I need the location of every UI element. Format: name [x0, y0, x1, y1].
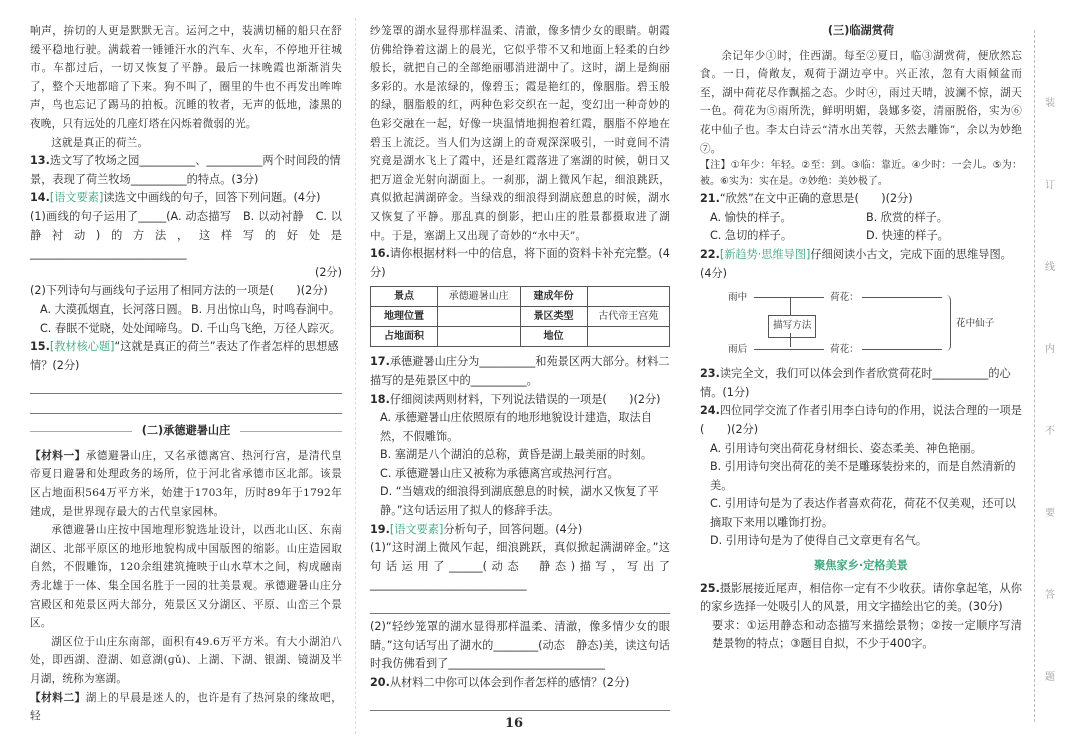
section-3-title: (三)临湖赏荷: [827, 24, 895, 37]
section-4-title: 聚焦家乡·定格美景: [814, 559, 908, 573]
answer-line[interactable]: [370, 598, 670, 614]
binding-char: 线: [1045, 261, 1055, 273]
card-header: 地位: [520, 327, 587, 347]
binding-char: 订: [1045, 179, 1055, 191]
question-19-sub2: (2)“轻纱笼罩的湖水显得那样温柔、清澈，像多情少女的眼睛。”这句话写出了湖水的________(动态 静态)美，读这句话时我仿佛看到了____________________________: [370, 620, 670, 671]
card-header: 建成年份: [520, 287, 587, 307]
binding-char: 不: [1045, 425, 1055, 437]
question-14-sub2: (2)下列诗句与画线句子运用了相同方法的一项是( )(2分): [30, 284, 328, 298]
section-2-title: (二)承德避暑山庄: [30, 422, 342, 441]
binding-char: 要: [1045, 507, 1055, 519]
binding-line: [1034, 30, 1035, 722]
question-18: 18.仔细阅读两则材料，下列说法错误的一项是( )(2分): [370, 392, 661, 406]
page-number: 16: [505, 716, 524, 731]
mindmap-bracket: [946, 295, 951, 351]
binding-char: 题: [1045, 671, 1055, 683]
question-14-options-row1: [30, 301, 342, 320]
card-blank[interactable]: [438, 327, 521, 347]
mindmap-connector: [754, 349, 824, 350]
info-card-table: [370, 286, 670, 347]
annotation-note: 【注】①年少：年轻。②至：到。③临：靠近。④少时：一会儿。⑤为：被。⑥实为：实在是。⑦妙绝：美妙极了。: [700, 160, 1022, 188]
option-b[interactable]: B. 引用诗句突出荷花的美不是雕琢装扮来的，而是自然清新的美。: [710, 460, 1016, 492]
classical-text: 余记年少①时，住西湖。每至②夏日，临③湖赏荷，便欣然忘食。一日，倚敞友，观荷于湖边亭中。兴正浓，忽有大雨倾盆而至，湖中荷花尽作飘摇之态。少时④，雨过天晴，波澜不惊，湖天一色。荷花为⑤雨所洗，鲜明明媚，袅娜多姿，清丽脱俗，实为⑥花中仙子也。李太白诗云“清水出芙蓉，天然去雕饰”，余以为妙绝⑦。: [700, 49, 1022, 155]
mindmap-node-lotus-1: 荷花：: [830, 292, 859, 304]
card-blank[interactable]: [438, 307, 521, 327]
mindmap-node-lotus-2: 荷花：: [830, 344, 859, 356]
column-middle: [370, 22, 670, 715]
mindmap-node-result: 花中仙子: [956, 318, 995, 330]
card-value: 承德避暑山庄: [438, 287, 521, 307]
mindmap-connector: [790, 333, 791, 347]
mindmap-node-method: 描写方法: [768, 315, 816, 338]
column-right: [700, 22, 1022, 654]
binding-notice: [1040, 60, 1060, 716]
material-2-text: 纱笼罩的湖水显得那样温柔、清澈，像多情少女的眼睛。朝霞仿佛给铮着这湖上的晨光，它似乎带不又和地面上轻柔的白纱般长，就把自己的全部绝丽哪消进湖中了。这时，湖上是絢丽多彩的。水是浓绿的，像碧玉；霞是艳红的，像胭脂。碧玉般的绿，胭脂般的红，两种色彩交织在一起，变幻出一种奇妙的色彩交融在一起，好像一块温情地拥抱着红霞，胭脂不停地在碧玉上流泛。当人们为这湖上的奇观深深吸引，一时竟间不清究竟是湖水飞上了霞中，还是红霞落进了塞湖的时候，朝日又把万道金光射向湖面上。一刹那，湖上微风乍起，细浪跳跃，真似掀起满湖碎金。当绿戏的细浪得到湖底憩息的时候，湖水又恢复了平静。那乱真的倒影，把山庄的胜景都摄取进了湖中。于是，塞湖上又出现了奇妙的“水中天”。: [370, 25, 670, 242]
option-d[interactable]: D. 引用诗句是为了使得自己文章更有名气。: [710, 534, 928, 548]
mind-map: [706, 287, 1006, 359]
mindmap-node-after-rain: 雨后: [728, 344, 748, 356]
question-19-sub1: (1)“这时湖上微风乍起，细浪跳跃，真似掀起满湖碎金。”这句话运用了______(动态 静态)描写，写出了____________________________: [370, 541, 670, 592]
material-1-para2: 承德避暑山庄按中国地理形貌选址设计，以西北山区、东南湖区、北部平原区的地形地貌构成中国版图的缩影。山庄造园取自然，不假雕饰，120余组建筑掩映于山水草木之间，构成融南秀北雄于一体、集全国名胜于一园的壮美景观。承德避暑山庄分宫殿区和苑景区两大部分，苑景区又分湖区、平原、山峦三个景区。: [30, 524, 342, 630]
card-blank[interactable]: [587, 287, 670, 307]
option-b[interactable]: B. 欣赏的样子。: [866, 210, 948, 224]
question-14: 14.[语文要素]读选文中画线的句子，回答下列问题。(4分): [30, 191, 321, 205]
answer-line[interactable]: [370, 695, 670, 711]
option-d[interactable]: D. 快速的样子。: [866, 229, 949, 243]
column-divider: [355, 18, 356, 734]
question-23: 23.读完全文，我们可以体会到作者欣赏荷花时__________的心情。(1分): [700, 367, 1011, 399]
option-a[interactable]: A. 承德避暑山庄依照原有的地形地貌设计建造，取法自然，不假雕饰。: [380, 411, 652, 443]
mindmap-node-rain-during: 雨中: [728, 292, 748, 304]
option-a[interactable]: A. 大漠孤烟直，长河落日圆。: [40, 302, 189, 316]
question-21: 21.“欣然”在文中正确的意思是( )(2分): [700, 192, 913, 206]
question-19: 19.[语文要素]分析句子，回答问题。(4分): [370, 522, 583, 536]
question-17: 17.承德避暑山庄分为__________和苑景区两大部分。材料二描写的是苑景区中的__________。: [370, 355, 670, 387]
card-header: 景点: [371, 287, 438, 307]
question-16: 16.请你根据材料一中的信息，将下面的资料卡补充完整。(4分): [370, 247, 670, 279]
option-c[interactable]: C. 承德避暑山庄又被称为承德离宫或热河行宫。: [380, 466, 619, 480]
option-d[interactable]: D. 千山鸟飞绝，万径人踪灭。: [191, 321, 341, 335]
passage-text: 响声，拚切的人更是默默无言。运河之中，装满切桶的船只在舒缓平稳地行驶。满载着一锤锤汗水的汽车、火车，不停地开往城市。车都过后，一切又恢复了平静。最后一抹晚霞也渐渐消失了，整个天地都暗了下来。狗不叫了，圈里的牛也不再发出哞哞声，鸟也忘记了踢马的拍板。沉睡的牧者，无声的低地，漆黑的夜晚，只有远处的几座灯塔在闪烁着微弱的光。: [30, 25, 342, 130]
option-c[interactable]: C. 急切的样子。: [710, 229, 793, 243]
question-14-options-row2: [30, 320, 342, 339]
question-21-options-row2: [700, 227, 1022, 246]
question-15: 15.[教材核心题]“这就是真正的荷兰”表达了作者怎样的思想感情？(2分): [30, 340, 339, 372]
card-blank[interactable]: [587, 327, 670, 347]
option-c[interactable]: C. 春眠不觉晓，处处闻啼鸟。: [40, 321, 190, 335]
answer-line[interactable]: [30, 398, 342, 414]
option-a[interactable]: A. 愉快的样子。: [710, 210, 792, 224]
card-header: 地理位置: [371, 307, 438, 327]
question-22: 22.[新趋势·思维导图]仔细阅读小古文，完成下面的思维导图。(4分): [700, 247, 1012, 280]
question-20: 20.从材料二中你可以体会到作者怎样的感情？(2分): [370, 675, 630, 689]
material-2-para1: 【材料二】湖上的早晨是迷人的，也许是有了热河泉的缘故吧，轻: [30, 691, 342, 723]
mindmap-answer-line[interactable]: [862, 349, 942, 350]
passage-closing: 这就是真正的荷兰。: [51, 136, 149, 149]
card-header: 景区类型: [520, 307, 587, 327]
question-24: 24.四位同学交流了作者引用李白诗句的作用，说法合理的一项是( )(2分): [700, 404, 1022, 436]
question-21-options-row1: [700, 209, 1022, 228]
question-14-sub1-score: (2分): [314, 265, 342, 279]
mindmap-connector: [754, 297, 824, 298]
question-14-sub1: (1)画线的句子运用了_____(A. 动态描写 B. 以动衬静 C. 以静衬动)的方法，这样写的好处是____________________________: [30, 209, 342, 261]
question-25: 25.摄影展接近尾声，相信你一定有不少收获。请你拿起笔，从你的家乡选择一处吸引人的风景，用文字描绘出它的美。(30分): [700, 581, 1022, 614]
question-13: 13.选文写了牧场之园__________、__________两个时间段的情景，表现了荷兰牧场__________的特点。(3分): [30, 154, 341, 186]
option-c[interactable]: C. 引用诗句是为了表达作者喜欢荷花，荷花不仅美观，还可以摘取下来用以雕饰打扮。: [710, 497, 1016, 529]
binding-char: 答: [1045, 589, 1055, 601]
option-a[interactable]: A. 引用诗句突出荷花身材细长、姿态柔美、神色艳丽。: [710, 441, 982, 455]
mindmap-connector: [790, 297, 791, 315]
card-header: 占地面积: [371, 327, 438, 347]
option-b[interactable]: B. 塞湖是八个湖泊的总称，黄昏是湖上最美丽的时刻。: [380, 448, 653, 462]
option-b[interactable]: B. 月出惊山鸟，时鸣春涧中。: [191, 302, 341, 316]
question-25-requirements: 要求：①运用静态和动态描写来描绘景物；②按一定顺序写清楚景物的特点；③题目自拟，不少于400字。: [712, 618, 1022, 651]
binding-char: 装: [1045, 97, 1055, 109]
answer-line[interactable]: [30, 378, 342, 394]
material-1-para1: 【材料一】承德避暑山庄，又名承德离宫、热河行宫，是清代皇帝夏日避暑和处理政务的场所，位于河北省承德市区北部。该景区占地面积564万平方米，始建于1703年，历时89年于1792年建成，是世界现存最大的古代皇家园林。: [30, 449, 342, 518]
card-value: 古代帝王宫苑: [587, 307, 670, 327]
binding-char: 内: [1045, 343, 1055, 355]
mindmap-answer-line[interactable]: [862, 297, 942, 298]
material-1-para3: 湖区位于山庄东南部，面积有49.6万平方米。有大小湖泊八处，即西湖、澄湖、如意湖(ɡǔ)、上湖、下湖、银湖、镜湖及半月湖，统称为塞湖。: [30, 635, 342, 685]
column-left: [30, 22, 342, 726]
option-d[interactable]: D. “当嬉戏的细浪得到湖底憩息的时候，湖水又恢复了平静。”这句话运用了拟人的修辞手法。: [380, 485, 659, 518]
